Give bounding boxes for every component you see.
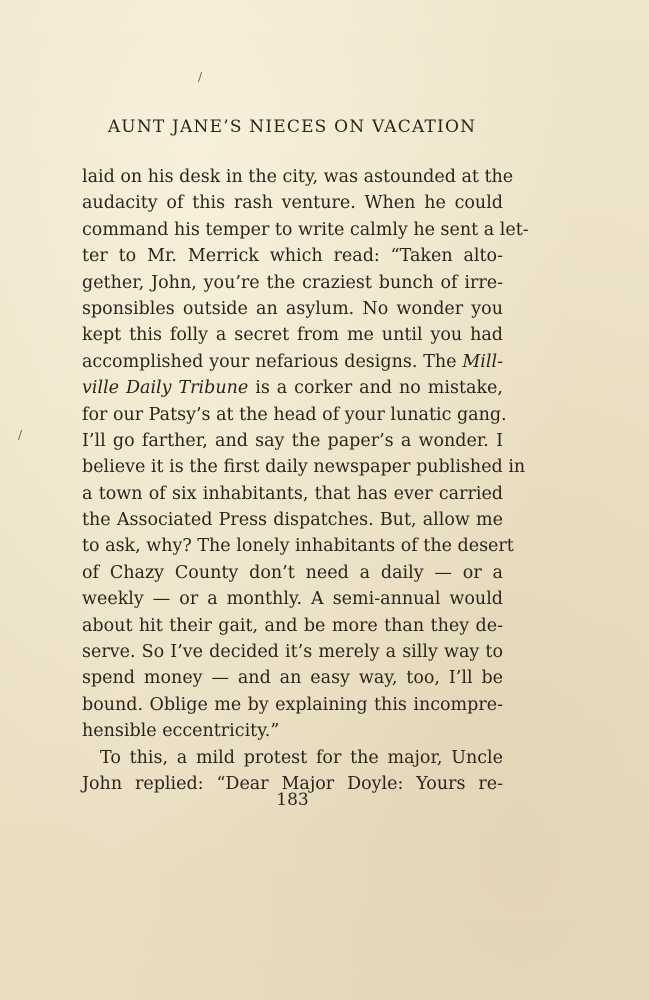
text-line: hensible eccentricity.” [82,721,280,742]
text-line: about hit their gait, and be more than they de- [82,615,503,636]
text-line: of Chazy County don’t need a daily — or a [82,562,503,583]
text-line: John replied: “Dear Major Doyle: Yours re- [82,773,503,794]
text-line: a town of six inhabitants, that has ever carried [82,483,503,504]
text-line: gether, John, you’re the craziest bunch of irre- [82,272,503,293]
text-line: for our Patsy’s at the head of your lunatic gang. [82,404,507,425]
text-line: sponsibles outside an asylum. No wonder you [82,298,503,319]
running-header: AUNT JANE’S NIECES ON VACATION [107,117,477,137]
text-line: serve. So I’ve decided it’s merely a silly way to [82,642,503,663]
text-line: laid on his desk in the city, was astounded at the [82,167,514,187]
italic-newspaper-title: Mill- [462,351,503,372]
text-line: kept this folly a secret from me until you had [82,325,503,346]
text-line: bound. Oblige me by explaining this incompre- [82,694,503,715]
text-line: to ask, why? The lonely inhabitants of the desert [82,536,514,557]
italic-newspaper-title: ville Daily Tribune [82,378,249,399]
text-line: ter to Mr. Merrick which read: “Taken alto- [82,246,503,267]
text-line: the Associated Press dispatches. But, allow me [82,510,503,531]
text-line [82,349,503,375]
text-line: believe it is the first daily newspaper published in [82,457,526,478]
text-line: command his temper to write calmly he sent a let- [82,219,529,240]
text-line: To this, a mild protest for the major, Uncle [100,747,503,768]
stray-mark: / [18,428,23,442]
text-line: audacity of this rash venture. When he could [82,193,503,214]
text-line: spend money — and an easy way, too, I’ll be [82,668,503,689]
stray-mark: / [198,70,203,84]
text-run: is a corker and no mistake, [255,378,503,399]
text-line: weekly — or a monthly. A semi-annual would [82,589,503,610]
text-line: I’ll go farther, and say the paper’s a wonder. I [82,430,503,451]
page-number: 183 [276,790,309,810]
text-run: accomplished your nefarious designs. The [82,351,463,372]
text-line [82,375,503,401]
body-text [82,164,529,797]
